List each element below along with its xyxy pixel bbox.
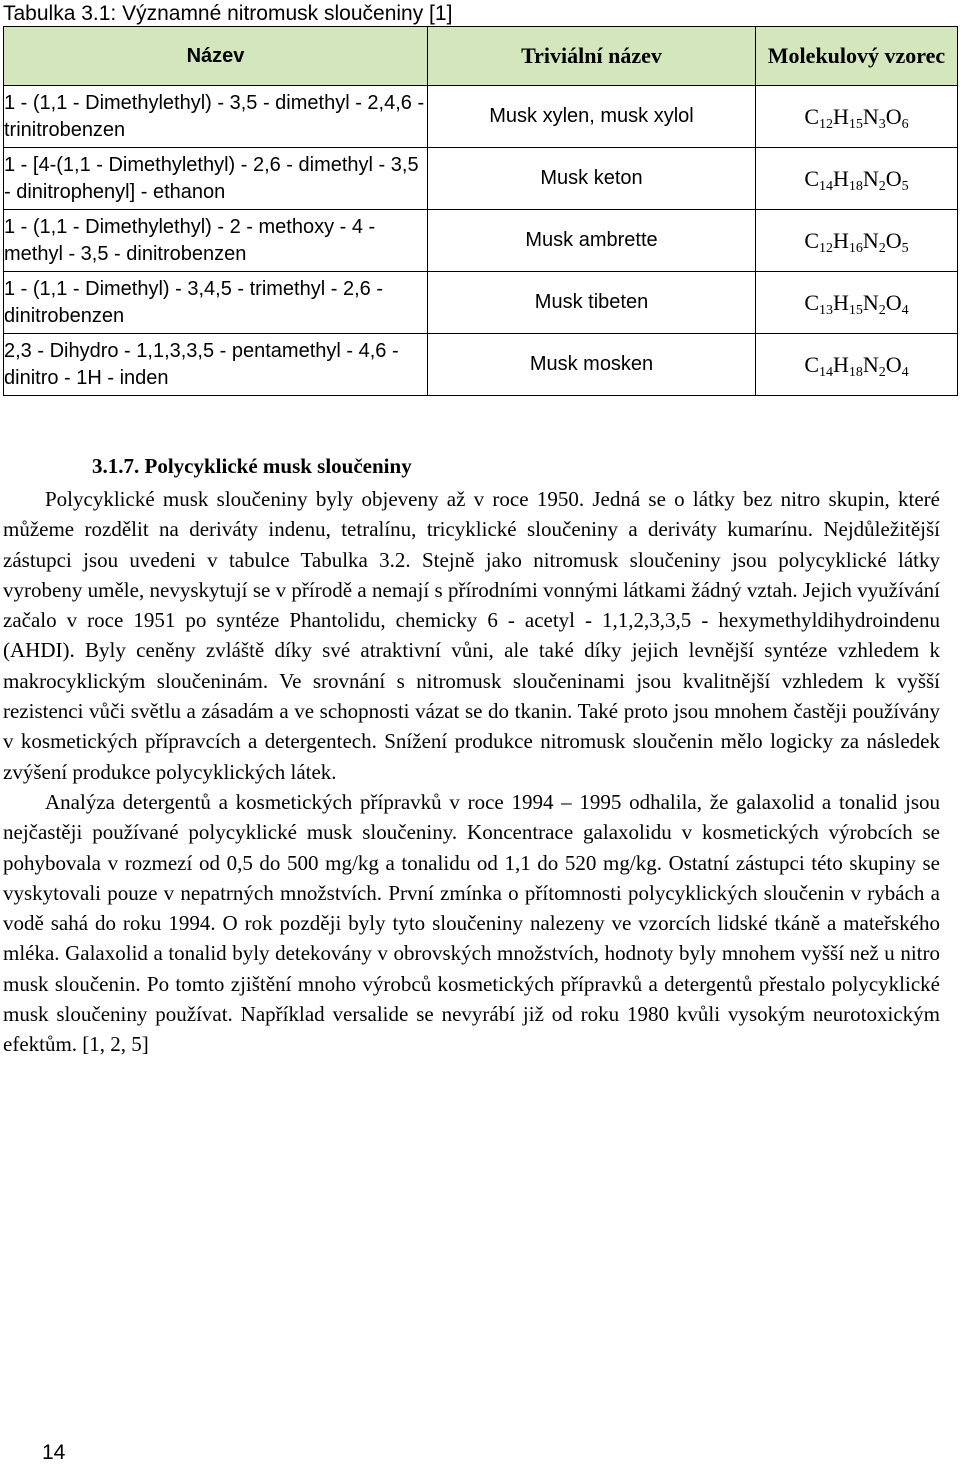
molecular-formula: $C_{12}H_{15}N_3O_6$	[756, 86, 958, 148]
table-caption: Tabulka 3.1: Významné nitromusk sloučeniny [1]	[3, 2, 453, 25]
formula-subscript: 5	[901, 240, 909, 256]
table-header-row	[4, 27, 958, 86]
formula-subscript: 2	[878, 240, 886, 256]
formula-subscript: 15	[848, 116, 863, 132]
formula-subscript: 2	[878, 302, 886, 318]
formula-subscript: 18	[848, 364, 863, 380]
formula-subscript: 16	[848, 240, 863, 256]
table-row	[4, 272, 958, 334]
trivial-name: Musk xylen, musk xylol	[428, 86, 756, 148]
trivial-name: Musk tibeten	[428, 272, 756, 334]
section-heading: 3.1.7. Polycyklické musk sloučeniny	[92, 454, 412, 478]
formula-subscript: 14	[819, 178, 833, 194]
formula-subscript: 6	[901, 116, 909, 132]
section-body	[3, 484, 940, 1060]
formula-subscript: 13	[819, 302, 833, 318]
table-row	[4, 210, 958, 272]
table-row	[4, 86, 958, 148]
trivial-name: Musk mosken	[428, 334, 756, 396]
compound-name: 1 - [4-(1,1 - Dimethylethyl) - 2,6 - dimethyl - 3,5 - dinitrophenyl] - ethanon	[4, 148, 428, 210]
table-row	[4, 334, 958, 396]
molecular-formula: $C_{14}H_{18}N_2O_4$	[756, 334, 958, 396]
header-molecular-formula: Molekulový vzorec	[756, 27, 958, 86]
molecular-formula: $C_{12}H_{16}N_2O_5$	[756, 210, 958, 272]
formula-subscript: 2	[878, 178, 886, 194]
compound-name: 1 - (1,1 - Dimethyl) - 3,4,5 - trimethyl - 2,6 - dinitrobenzen	[4, 272, 428, 334]
formula-subscript: 12	[819, 240, 833, 256]
paragraph: Polycyklické musk sloučeniny byly objeveny až v roce 1950. Jedná se o látky bez nitro skupin, které můžeme rozdělit na deriváty indenu, tetralínu, tricyklické sloučeniny a deriváty kumarínu. Nejdůležitější zástupci jsou uvedeni v tabulce Tabulka 3.2. Stejně jako nitromusk sloučeniny jsou polycyklické látky vyrobeny uměle, nevyskytují se v přírodě a nemají s přírodními vonnými látkami žádný vztah. Jejich využívání začalo v roce 1951 po syntéze Phantolidu, chemicky 6 - acetyl - 1,1,2,3,3,5 - hexymethyldihydroindenu (AHDI). Byly ceněny zvláště díky své atraktivní vůni, ale také díky jejich levnější syntéze vzhledem k makrocyklickým sloučeninám. Ve srovnání s nitromusk sloučeninami jsou kvalitnější vzhledem k vyšší rezistenci vůči světlu a zásadám a ve schopnosti vázat se do tkanin. Také proto jsou mnohem častěji používány v kosmetických přípravcích a detergentech. Snížení produkce nitromusk sloučenin mělo logicky za následek zvýšení produkce polycyklických látek.	[3, 487, 940, 784]
molecular-formula: $C_{14}H_{18}N_2O_5$	[756, 148, 958, 210]
formula-subscript: 12	[819, 116, 833, 132]
formula-subscript: 4	[901, 364, 909, 380]
header-name: Název	[4, 27, 428, 86]
trivial-name: Musk keton	[428, 148, 756, 210]
formula-subscript: 15	[848, 302, 863, 318]
formula-subscript: 5	[901, 178, 909, 194]
formula-subscript: 2	[878, 364, 886, 380]
page-number: 14	[42, 1441, 66, 1464]
table-row	[4, 148, 958, 210]
trivial-name: Musk ambrette	[428, 210, 756, 272]
paragraph: Analýza detergentů a kosmetických přípravků v roce 1994 – 1995 odhalila, že galaxolid a tonalid jsou nejčastěji používané polycyklické musk sloučeniny. Koncentrace galaxolidu v kosmetických výrobcích se pohybovala v rozmezí od 0,5 do 500 mg/kg a tonalidu od 1,1 do 520 mg/kg. Ostatní zástupci této skupiny se vyskytovali pouze v nepatrných množstvích. První zmínka o přítomnosti polycyklických sloučenin v rybách a vodě sahá do roku 1994. O rok později byly tyto sloučeniny nalezeny ve vzorcích lidské tkáně a mateřského mléka. Galaxolid a tonalid byly detekovány v obrovských množstvích, hodnoty byly mnohem vyšší než u nitro musk sloučenin. Po tomto zjištění mnoho výrobců kosmetických přípravků a detergentů přestalo polycyklické musk sloučeniny používat. Například versalide se nevyrábí již od roku 1980 kvůli vysokým neurotoxickým efektům. [1, 2, 5]	[3, 789, 940, 1057]
molecular-formula: $C_{13}H_{15}N_2O_4$	[756, 272, 958, 334]
formula-subscript: 14	[819, 364, 833, 380]
compound-name: 1 - (1,1 - Dimethylethyl) - 3,5 - dimethyl - 2,4,6 - trinitrobenzen	[4, 86, 428, 148]
formula-subscript: 4	[901, 302, 909, 318]
compound-name: 2,3 - Dihydro - 1,1,3,3,5 - pentamethyl - 4,6 - dinitro - 1H - inden	[4, 334, 428, 396]
compound-name: 1 - (1,1 - Dimethylethyl) - 2 - methoxy - 4 - methyl - 3,5 - dinitrobenzen	[4, 210, 428, 272]
formula-subscript: 3	[878, 116, 886, 132]
formula-subscript: 18	[848, 178, 863, 194]
header-trivial-name: Triviální název	[428, 27, 756, 86]
nitromusk-table	[3, 26, 958, 396]
